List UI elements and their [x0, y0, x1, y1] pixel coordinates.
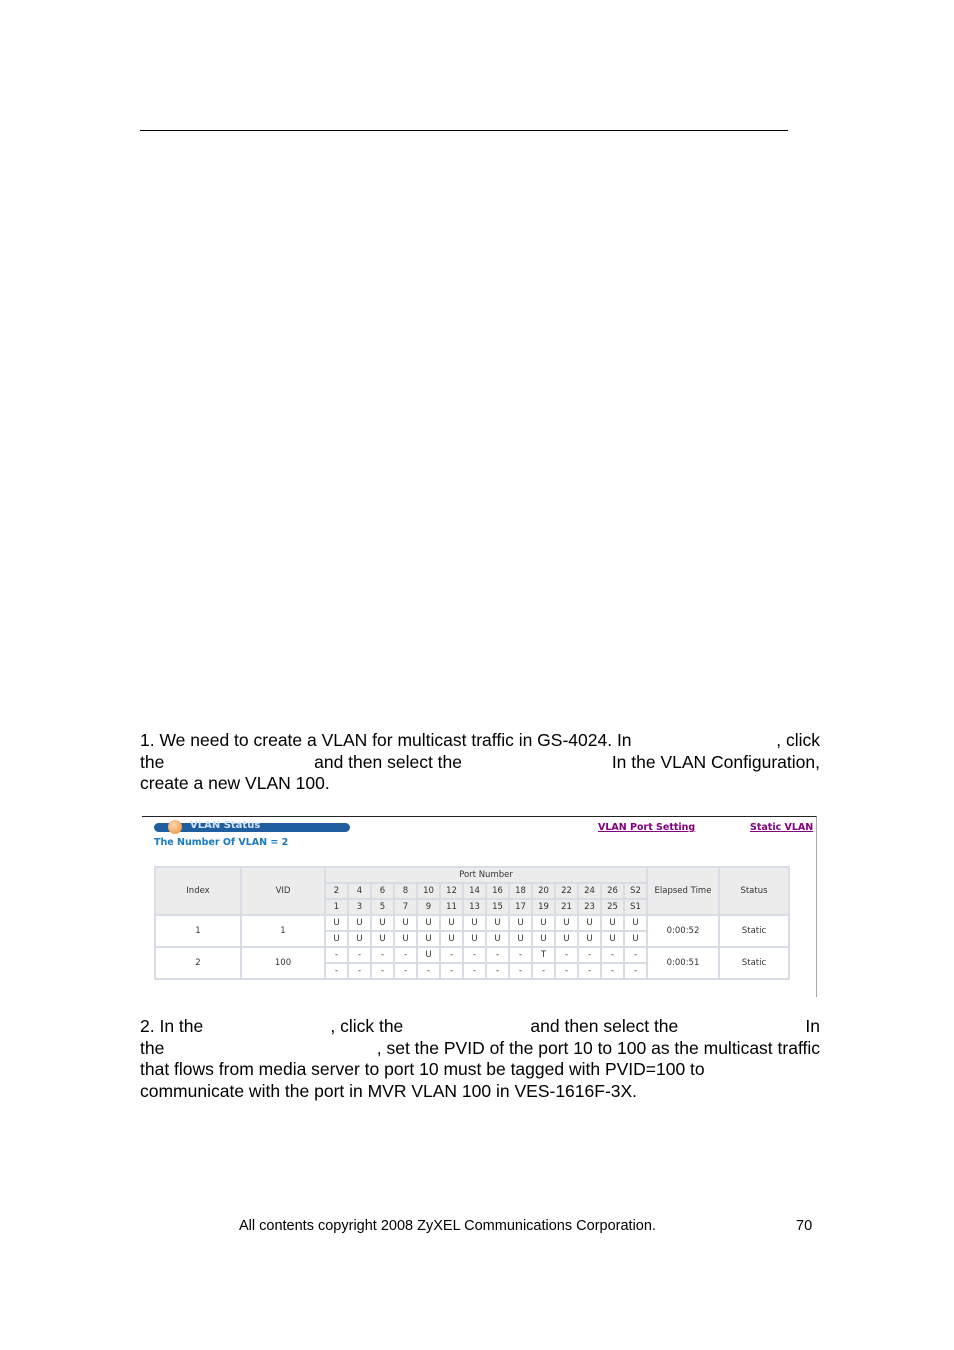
port-label: 4 — [348, 883, 371, 899]
port-label: 23 — [578, 899, 601, 915]
port-membership-cell: U — [417, 947, 440, 963]
port-label: 11 — [440, 899, 463, 915]
port-membership-cell: - — [532, 963, 555, 979]
vlan-status-screenshot — [142, 816, 817, 997]
port-membership-cell: U — [440, 931, 463, 947]
table-row — [155, 915, 789, 931]
text-segment: In — [805, 1016, 820, 1036]
text-line — [140, 730, 820, 752]
step-1-paragraph — [140, 730, 820, 795]
port-membership-cell: - — [348, 947, 371, 963]
port-membership-cell: - — [463, 963, 486, 979]
port-label: 21 — [555, 899, 578, 915]
port-membership-cell: U — [486, 915, 509, 931]
text-line — [140, 1038, 820, 1060]
port-membership-cell: U — [394, 915, 417, 931]
status-cell: Static — [719, 947, 789, 979]
port-label: 18 — [509, 883, 532, 899]
port-membership-cell: U — [532, 915, 555, 931]
text-segment: , click the — [330, 1016, 404, 1036]
port-membership-cell: U — [463, 915, 486, 931]
port-label: 13 — [463, 899, 486, 915]
text-segment: In the VLAN Configuration, — [611, 751, 820, 772]
port-membership-cell: - — [325, 963, 348, 979]
port-membership-cell: - — [578, 947, 601, 963]
text-segment: and then select the — [314, 751, 463, 772]
port-membership-cell: - — [601, 963, 624, 979]
port-membership-cell: - — [486, 947, 509, 963]
port-membership-cell: - — [348, 963, 371, 979]
port-membership-cell: U — [601, 915, 624, 931]
port-membership-cell: U — [555, 915, 578, 931]
text-segment: create a new VLAN 100. — [140, 773, 330, 794]
port-membership-cell: - — [509, 963, 532, 979]
text-segment: that flows from media server to port 10 must be tagged with PVID=100 to — [140, 1059, 705, 1080]
table-row — [155, 947, 789, 963]
vlan-status-table — [154, 866, 790, 980]
text-line — [140, 752, 820, 774]
port-membership-cell: U — [325, 931, 348, 947]
port-number-header: Port Number — [325, 867, 647, 883]
text-segment: , set the PVID of the port 10 to 100 as the multicast traffic — [376, 1037, 820, 1058]
port-membership-cell: - — [555, 947, 578, 963]
port-label: 22 — [555, 883, 578, 899]
port-label: 7 — [394, 899, 417, 915]
index-cell: 2 — [155, 947, 241, 979]
elapsed-time-cell: 0:00:51 — [647, 947, 719, 979]
port-membership-cell: U — [509, 931, 532, 947]
index-header: Index — [155, 867, 241, 915]
port-membership-cell: U — [463, 931, 486, 947]
port-label: S2 — [624, 883, 647, 899]
port-membership-cell: U — [417, 915, 440, 931]
port-membership-cell: - — [325, 947, 348, 963]
port-membership-cell: - — [371, 947, 394, 963]
port-label: 19 — [532, 899, 555, 915]
port-membership-cell: U — [509, 915, 532, 931]
port-label: 24 — [578, 883, 601, 899]
text-segment: 1. We need to create a VLAN for multicast traffic in GS-4024. In — [140, 730, 632, 750]
port-label: 26 — [601, 883, 624, 899]
page-number: 70 — [796, 1218, 813, 1234]
port-label: 8 — [394, 883, 417, 899]
elapsed-time-header: Elapsed Time — [647, 867, 719, 915]
port-membership-cell: U — [532, 931, 555, 947]
copyright: All contents copyright 2008 ZyXEL Communications Corporation. — [239, 1218, 656, 1234]
text-segment: the — [140, 1037, 165, 1058]
port-membership-cell: - — [417, 963, 440, 979]
port-membership-cell: U — [624, 915, 647, 931]
port-membership-cell: - — [371, 963, 394, 979]
vid-cell: 100 — [241, 947, 325, 979]
step-2-paragraph — [140, 1016, 820, 1102]
port-membership-cell: - — [463, 947, 486, 963]
port-membership-cell: T — [532, 947, 555, 963]
port-label: 12 — [440, 883, 463, 899]
port-membership-cell: - — [394, 947, 417, 963]
port-membership-cell: U — [486, 931, 509, 947]
port-membership-cell: U — [325, 915, 348, 931]
vlan-port-setting-link[interactable]: VLAN Port Setting — [598, 822, 696, 833]
text-segment: the — [140, 751, 165, 772]
port-membership-cell: U — [394, 931, 417, 947]
port-label: 17 — [509, 899, 532, 915]
text-segment: 2. In the — [140, 1016, 204, 1036]
port-membership-cell: U — [348, 931, 371, 947]
status-cell: Static — [719, 915, 789, 947]
header-rule — [140, 130, 788, 131]
port-membership-cell: U — [555, 931, 578, 947]
port-membership-cell: - — [440, 963, 463, 979]
static-vlan-link[interactable]: Static VLAN — [750, 822, 814, 833]
port-membership-cell: - — [486, 963, 509, 979]
port-membership-cell: - — [555, 963, 578, 979]
port-membership-cell: - — [509, 947, 532, 963]
elapsed-time-cell: 0:00:52 — [647, 915, 719, 947]
text-line — [140, 1016, 820, 1038]
port-membership-cell: U — [371, 915, 394, 931]
vlan-count: The Number Of VLAN = 2 — [154, 837, 289, 848]
vid-cell: 1 — [241, 915, 325, 947]
port-label: 1 — [325, 899, 348, 915]
vlan-status-title: VLAN Status — [190, 820, 261, 831]
port-membership-cell: U — [578, 915, 601, 931]
port-label: 14 — [463, 883, 486, 899]
port-label: 15 — [486, 899, 509, 915]
vid-header: VID — [241, 867, 325, 915]
port-membership-cell: U — [624, 931, 647, 947]
index-cell: 1 — [155, 915, 241, 947]
port-label: 5 — [371, 899, 394, 915]
port-membership-cell: - — [601, 947, 624, 963]
port-membership-cell: U — [440, 915, 463, 931]
header-row — [155, 867, 789, 883]
port-label: S1 — [624, 899, 647, 915]
port-membership-cell: U — [601, 931, 624, 947]
port-membership-cell: U — [417, 931, 440, 947]
port-membership-cell: - — [440, 947, 463, 963]
port-label: 10 — [417, 883, 440, 899]
port-membership-cell: - — [624, 947, 647, 963]
text-segment: , click — [776, 730, 820, 750]
port-label: 9 — [417, 899, 440, 915]
port-label: 16 — [486, 883, 509, 899]
port-label: 25 — [601, 899, 624, 915]
orb-icon — [168, 820, 182, 834]
port-label: 2 — [325, 883, 348, 899]
port-membership-cell: U — [371, 931, 394, 947]
port-label: 6 — [371, 883, 394, 899]
text-segment: and then select the — [530, 1016, 679, 1036]
port-label: 20 — [532, 883, 555, 899]
text-segment: communicate with the port in MVR VLAN 100 in VES-1616F-3X. — [140, 1080, 638, 1101]
port-membership-cell: U — [578, 931, 601, 947]
port-membership-cell: - — [578, 963, 601, 979]
text-line — [140, 1081, 820, 1103]
port-label: 3 — [348, 899, 371, 915]
port-membership-cell: - — [624, 963, 647, 979]
status-header: Status — [719, 867, 789, 915]
text-line — [140, 773, 820, 795]
text-line — [140, 1059, 820, 1081]
port-membership-cell: - — [394, 963, 417, 979]
port-membership-cell: U — [348, 915, 371, 931]
